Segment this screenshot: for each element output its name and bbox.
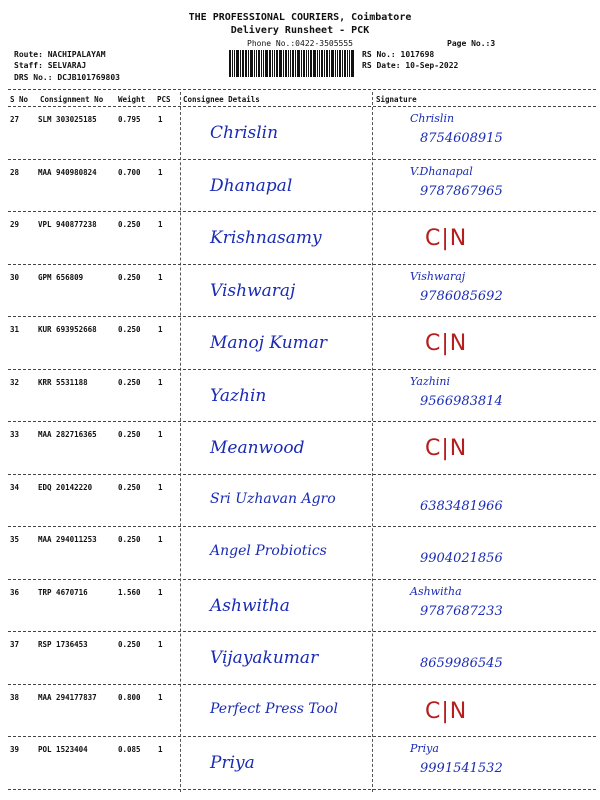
row-pcs: 1 — [158, 325, 163, 334]
row-divider — [8, 631, 596, 632]
row-sno: 29 — [10, 220, 20, 229]
row-sno: 32 — [10, 377, 20, 387]
row-pcs: 1 — [158, 482, 163, 492]
row-sno: 38 — [10, 692, 20, 702]
row-sno: 37 — [10, 640, 20, 649]
row-consignee: Chrislin — [210, 123, 279, 143]
row-pcs: 1 — [158, 377, 163, 387]
row-consignee: Yazhin — [210, 385, 267, 406]
row-pcs: 1 — [158, 167, 163, 177]
row-weight: 0.250 — [118, 640, 141, 649]
row-sno: 30 — [10, 272, 20, 282]
row-weight: 0.250 — [118, 535, 141, 544]
row-signature-phone: 9787867965 — [420, 183, 503, 199]
col-sno: S No — [10, 95, 29, 104]
row-consignment: MAA 294011253 — [38, 535, 97, 544]
row-divider — [8, 789, 596, 790]
row-consignee: Angel Probiotics — [210, 543, 327, 559]
row-divider — [8, 474, 596, 475]
col-signature: Signature — [376, 95, 417, 104]
row-consignee: Perfect Press Tool — [210, 700, 338, 717]
row-consignee: Vishwaraj — [210, 280, 296, 301]
row-consignee: Priya — [210, 753, 255, 773]
col-pcs: PCS — [157, 95, 171, 104]
row-pcs: 1 — [158, 220, 163, 229]
route-label: Route: NACHIPALAYAM — [14, 50, 106, 59]
row-signature-name: Chrislin — [410, 112, 455, 125]
runsheet-title: Delivery Runsheet - PCK — [230, 25, 370, 36]
row-consignment: VPL 940877238 — [38, 220, 97, 229]
row-consignee: Sri Uzhavan Agro — [210, 490, 336, 507]
row-divider — [8, 316, 596, 317]
row-pcs: 1 — [158, 272, 163, 282]
row-signature-phone: 6383481966 — [420, 498, 503, 514]
consignee-column-line — [180, 92, 181, 792]
row-pcs: 1 — [158, 587, 163, 597]
row-signature-name: Ashwitha — [410, 584, 462, 598]
row-signature-phone: 9991541532 — [420, 761, 503, 776]
row-weight: 0.800 — [118, 692, 141, 702]
row-cn-mark: C|N — [425, 226, 468, 251]
row-consignee: Ashwitha — [210, 595, 290, 616]
col-consignment: Consignment No — [40, 95, 104, 104]
row-consignment: EDQ 20142220 — [38, 482, 93, 492]
row-signature-name: Vishwaraj — [410, 269, 466, 283]
row-weight: 0.700 — [118, 167, 141, 177]
rs-number: RS No.: 1017698 — [362, 50, 435, 59]
row-consignee: Krishnasamy — [210, 228, 322, 248]
row-divider — [8, 684, 596, 685]
row-cn-mark: C|N — [425, 331, 468, 356]
row-pcs: 1 — [158, 745, 163, 754]
barcode — [229, 50, 355, 77]
row-consignment: KRR 5531188 — [38, 377, 88, 387]
col-consignee: Consignee Details — [183, 95, 260, 104]
row-consignee: Manoj Kumar — [210, 333, 328, 353]
row-weight: 1.560 — [118, 587, 141, 597]
row-consignee: Vijayakumar — [210, 648, 319, 668]
row-divider — [8, 264, 596, 265]
row-pcs: 1 — [158, 535, 163, 544]
row-divider — [8, 736, 596, 737]
row-consignment: MAA 282716365 — [38, 430, 97, 439]
row-consignment: TRP 4670716 — [38, 587, 88, 597]
row-sno: 31 — [10, 325, 20, 334]
row-consignment: MAA 940980824 — [38, 167, 97, 177]
row-pcs: 1 — [158, 115, 163, 124]
row-signature-phone: 9786085692 — [420, 288, 503, 304]
row-cn-mark: C|N — [425, 698, 468, 724]
row-sno: 35 — [10, 535, 20, 544]
row-weight: 0.085 — [118, 745, 141, 754]
row-weight: 0.795 — [118, 115, 141, 124]
rs-date: RS Date: 10-Sep-2022 — [362, 61, 459, 70]
row-signature-phone: 8754608915 — [420, 131, 503, 146]
col-weight: Weight — [118, 95, 146, 104]
row-signature-name: Yazhini — [410, 374, 450, 388]
row-weight: 0.250 — [118, 430, 141, 439]
drs-number: DRS No.: DCJB101769803 — [14, 73, 120, 82]
row-consignment: RSP 1736453 — [38, 640, 88, 649]
row-divider — [8, 211, 596, 212]
row-sno: 39 — [10, 745, 20, 754]
row-weight: 0.250 — [118, 220, 141, 229]
row-consignee: Dhanapal — [210, 175, 293, 196]
row-signature-phone: 8659986545 — [420, 656, 503, 671]
row-sno: 28 — [10, 167, 20, 177]
row-sno: 36 — [10, 587, 20, 597]
row-divider — [8, 526, 596, 527]
row-divider — [8, 369, 596, 370]
staff-label: Staff: SELVARAJ — [14, 61, 87, 70]
row-signature-phone: 9566983814 — [420, 393, 503, 409]
row-divider — [8, 421, 596, 422]
row-sno: 34 — [10, 482, 20, 492]
row-weight: 0.250 — [118, 325, 141, 334]
row-signature-phone: 9787687233 — [420, 603, 503, 619]
row-divider — [8, 159, 596, 160]
row-signature-name: V.Dhanapal — [410, 164, 473, 178]
row-consignee: Meanwood — [210, 438, 305, 458]
phone-number: Phone No.:0422-3505555 — [247, 39, 353, 48]
row-pcs: 1 — [158, 430, 163, 439]
row-consignment: SLM 303025185 — [38, 115, 97, 124]
row-cn-mark: C|N — [425, 436, 468, 461]
row-sno: 27 — [10, 115, 20, 124]
signature-column-line — [372, 92, 373, 792]
row-signature-phone: 9904021856 — [420, 551, 503, 566]
row-weight: 0.250 — [118, 377, 141, 387]
header-divider — [8, 89, 596, 90]
row-consignment: MAA 294177837 — [38, 692, 97, 702]
row-pcs: 1 — [158, 640, 163, 649]
page-number: Page No.:3 — [447, 39, 496, 48]
row-signature-name: Priya — [410, 742, 439, 755]
row-divider — [8, 579, 596, 580]
column-header-divider — [8, 106, 596, 107]
row-weight: 0.250 — [118, 482, 141, 492]
row-consignment: KUR 693952668 — [38, 325, 97, 334]
row-weight: 0.250 — [118, 272, 141, 282]
row-sno: 33 — [10, 430, 20, 439]
row-pcs: 1 — [158, 692, 163, 702]
row-consignment: POL 1523404 — [38, 745, 88, 754]
row-consignment: GPM 656809 — [38, 272, 84, 282]
company-title: THE PROFESSIONAL COURIERS, Coimbatore — [188, 12, 412, 23]
